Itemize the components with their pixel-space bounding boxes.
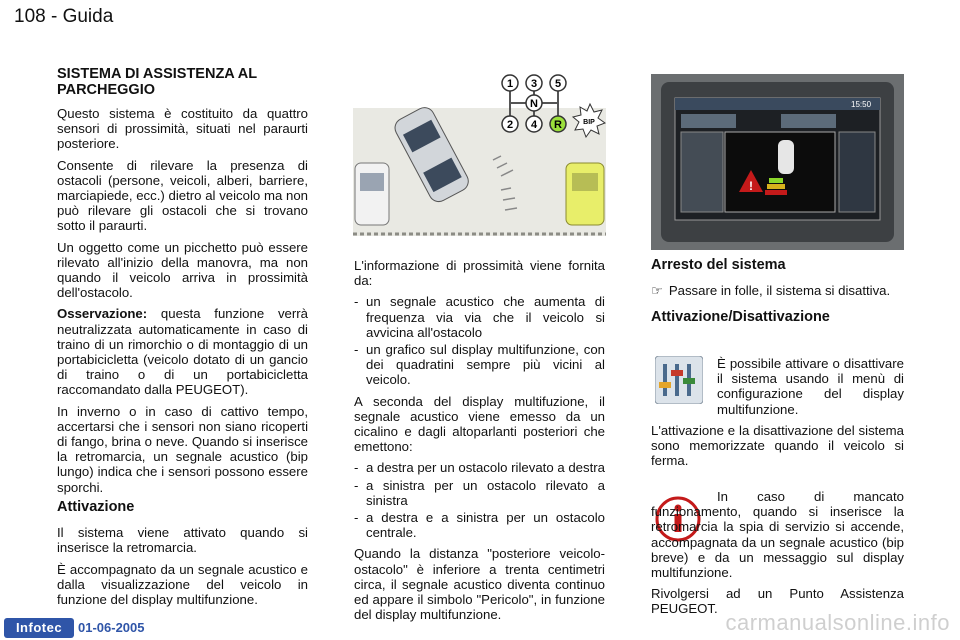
infotec-logo: Infotec bbox=[4, 618, 74, 638]
multifunction-display-photo bbox=[651, 74, 904, 250]
car-top-view-icon bbox=[778, 140, 794, 174]
bip-label: BIP bbox=[583, 119, 595, 126]
paragraph: Rivolgersi ad un Punto Assistenza PEUGEOT. bbox=[651, 586, 904, 617]
paragraph: Questo sistema è costituito da quattro sensori di prossimità, situati nel paraurti posteriore. bbox=[57, 106, 308, 152]
pointing-hand-icon: ☞ bbox=[651, 283, 663, 299]
paragraph: In caso di mancato funzionamento, quando si inserisce la retromarcia la spia di servizio si accende, accompagnata da un segnale acustico (bip breve) e da un messaggio sul display multifunzione. bbox=[651, 489, 904, 581]
column-1-lower bbox=[57, 500, 308, 613]
column-3 bbox=[651, 258, 904, 336]
note-text: questa funzione verrà neutralizzata automaticamente in caso di traino di un rimorchio o di montaggio di un portabicicletta (veicolo dotato di un gancio di traino o di un portabicicletta raccomandato dalla PEUGEOT). bbox=[57, 306, 308, 398]
list-item: - a destra per un ostacolo rilevato a destra bbox=[354, 460, 605, 475]
heading-attivazione: Attivazione bbox=[57, 499, 135, 515]
gear-label-5: 5 bbox=[554, 78, 562, 90]
footer-date: 01-06-2005 bbox=[78, 620, 145, 635]
list-item: - a destra e a sinistra per un ostacolo centrale. bbox=[354, 510, 605, 540]
paragraph: È accompagnato da un segnale acustico e dalla visualizzazione del veicolo in funzione del display multifunzione. bbox=[57, 561, 308, 608]
column-2 bbox=[354, 258, 605, 628]
parked-car-left-icon bbox=[355, 163, 389, 225]
heading-attivazione-disattivazione: Attivazione/Disattivazione bbox=[651, 309, 830, 326]
column-3-mid bbox=[651, 356, 904, 474]
display-time: 15:50 bbox=[851, 100, 872, 109]
parking-illustration bbox=[353, 68, 606, 248]
note-label: Osservazione: bbox=[57, 306, 148, 322]
paragraph: In inverno o in caso di cattivo tempo, accertarsi che i sensori non siano ricoperti di fango, brina o neve. Quando si inserisce la retromarcia, un segnale acustico (bip lungo) indica che i sensori possono essere sporchi. bbox=[57, 403, 308, 495]
note-paragraph bbox=[57, 306, 308, 397]
paragraph: Il sistema viene attivato quando si inserisce la retromarcia. bbox=[57, 525, 308, 556]
section-title-parking-assist: SISTEMA DI ASSISTENZA AL PARCHEGGIO bbox=[57, 66, 257, 98]
speaker-list bbox=[354, 460, 605, 540]
info-list bbox=[354, 294, 605, 387]
gear-label-3: 3 bbox=[530, 78, 538, 90]
arresto-bullet bbox=[651, 283, 904, 298]
list-item: - un grafico sul display multifunzione, con dei quadratini sempre più vicini al veicolo. bbox=[354, 342, 605, 388]
paragraph: Un oggetto come un picchetto può essere rilevato all'inizio della manovra, ma non quando il veicolo arriva in prossimità dell'ostacolo. bbox=[57, 239, 308, 301]
paragraph: L'informazione di prossimità viene fornita da: bbox=[354, 258, 605, 289]
gear-pattern-icon bbox=[502, 75, 566, 132]
heading-arresto: Arresto del sistema bbox=[651, 257, 786, 273]
gear-label-n: N bbox=[530, 98, 538, 110]
paragraph: L'attivazione e la disattivazione del sistema sono memorizzate quando il veicolo si ferma. bbox=[651, 422, 904, 469]
gear-label-2: 2 bbox=[506, 119, 514, 131]
page-number: 108 - Guida bbox=[14, 6, 114, 27]
gear-label-r: R bbox=[554, 119, 562, 131]
paragraph: È possibile attivare o disattivare il sistema usando il menù di configurazione del display multifunzione. bbox=[717, 356, 904, 417]
column-1 bbox=[57, 66, 308, 501]
arresto-text: Passare in folle, il sistema si disattiva. bbox=[668, 283, 891, 299]
paragraph: Quando la distanza "posteriore veicolo-ostacolo" è inferiore a trenta centimetri circa, il segnale acustico diventa continuo ed appare il simbolo "Pericolo", in funzione del display multifunzione. bbox=[354, 546, 605, 623]
paragraph: Consente di rilevare la presenza di ostacoli (persone, veicoli, alberi, barriere, marciapiede, ecc.) dietro al veicolo ma non può rilevare gli ostacoli che si trovano sotto il paraurti. bbox=[57, 157, 308, 234]
column-3-lower bbox=[651, 489, 904, 623]
gear-label-1: 1 bbox=[506, 78, 514, 90]
list-item: - a sinistra per un ostacolo rilevato a sinistra bbox=[354, 478, 605, 508]
gear-label-4: 4 bbox=[530, 119, 538, 131]
paragraph: A seconda del display multifuzione, il segnale acustico viene emesso da un cicalino e dagli altoparlanti posteriori che emettono: bbox=[354, 393, 605, 455]
svg-text:!: ! bbox=[749, 179, 753, 193]
list-item: - un segnale acustico che aumenta di frequenza via via che il veicolo si avvicina all'ostacolo bbox=[354, 294, 605, 340]
parked-car-right-icon bbox=[566, 163, 604, 225]
watermark: carmanualsonline.info bbox=[725, 610, 950, 635]
